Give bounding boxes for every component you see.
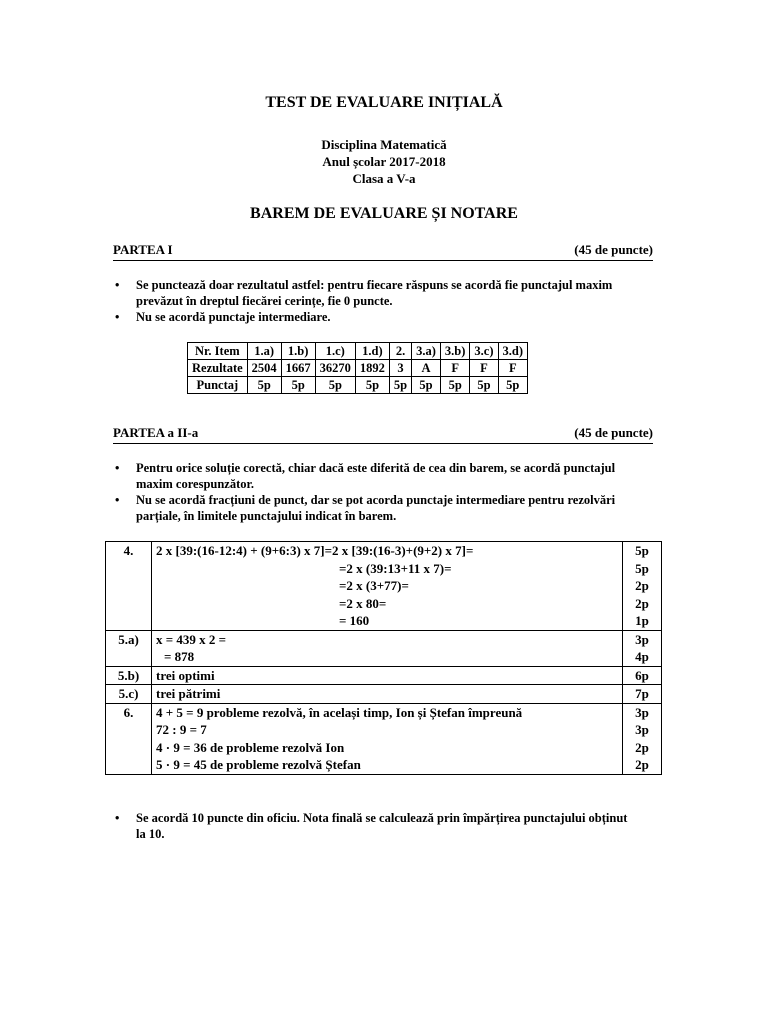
part2-title: PARTEA a II-a	[113, 425, 199, 440]
solution-line: 72 : 9 = 7	[156, 722, 207, 737]
table-cell: 3	[389, 360, 411, 377]
table-cell: Nr. Item	[188, 343, 248, 360]
table-cell: 5p	[355, 377, 389, 394]
part2-bullet-1: • Pentru orice soluție corectă, chiar dacă este diferită de cea din barem, se acordă punctajul maxim corespunzător.	[113, 460, 633, 492]
points-value: 2p	[635, 739, 649, 755]
solution-line: = 878	[164, 649, 195, 664]
question-number: 4.	[106, 542, 152, 631]
points-cell	[623, 703, 662, 774]
points-value: 3p	[635, 722, 649, 737]
solution-line: =2 x (39:13+11 x 7)=	[339, 560, 452, 576]
points-value: 5p	[635, 543, 649, 558]
part2-instructions	[113, 460, 633, 524]
part1-bullet-2: • Nu se acordă punctaje intermediare.	[113, 309, 633, 325]
question-number: 6.	[106, 703, 152, 774]
solution-cell	[152, 542, 623, 631]
table-row-points	[188, 377, 528, 394]
solution-cell	[152, 630, 623, 666]
table-cell: Rezultate	[188, 360, 248, 377]
solution-line: = 160	[339, 613, 370, 628]
solution-line: trei pătrimi	[152, 685, 623, 704]
points-value: 4p	[635, 649, 649, 664]
table-cell: 3.b)	[440, 343, 470, 360]
table-cell: 2.	[389, 343, 411, 360]
table-row	[106, 685, 662, 704]
table-cell: F	[470, 360, 498, 377]
part2-solutions-table	[105, 541, 662, 775]
table-cell: 36270	[315, 360, 355, 377]
points-cell	[623, 542, 662, 631]
barem-title: BAREM DE EVALUARE ȘI NOTARE	[250, 205, 518, 222]
points-value: 2p	[635, 595, 649, 611]
table-row	[106, 703, 662, 774]
points-value: 3p	[635, 704, 649, 720]
table-cell: 1667	[281, 360, 315, 377]
points-value: 1p	[635, 613, 649, 628]
table-cell: 5p	[440, 377, 470, 394]
points-value: 2p	[635, 757, 649, 772]
part2-points: (45 de puncte)	[574, 425, 653, 440]
document-title: TEST DE EVALUARE INIȚIALĂ	[265, 94, 503, 111]
solution-line: =2 x 80=	[339, 595, 387, 611]
solution-line: 5 · 9 = 45 de probleme rezolvă Ștefan	[156, 757, 361, 772]
points-value: 5p	[635, 560, 649, 576]
final-note-list	[113, 810, 633, 842]
table-cell: F	[440, 360, 470, 377]
discipline: Disciplina Matematică	[321, 137, 447, 152]
table-cell: 3.a)	[412, 343, 441, 360]
question-number: 5.a)	[106, 630, 152, 666]
part1-title: PARTEA I	[113, 242, 173, 257]
solution-line: 4 + 5 = 9 probleme rezolvă, în același timp, Ion și Ștefan împreună	[156, 704, 523, 720]
part1-bullet-1: • Se punctează doar rezultatul astfel: pentru fiecare răspuns se acordă fie punctajul maxim prevăzut în dreptul fiecărei cerințe, fie 0 puncte.	[113, 277, 633, 309]
table-row	[106, 666, 662, 685]
table-cell: 5p	[281, 377, 315, 394]
points-value: 6p	[623, 666, 662, 685]
points-value: 7p	[623, 685, 662, 704]
part1-results-table	[187, 342, 528, 394]
solution-cell	[152, 703, 623, 774]
solution-line: =2 x (3+77)=	[339, 578, 409, 593]
points-value: 3p	[635, 631, 649, 647]
part2-bullet-2: • Nu se acordă fracțiuni de punct, dar se pot acorda punctaje intermediare pentru rezolvări parțiale, în limitele punctajului indicat în barem.	[113, 492, 633, 524]
table-cell: 1892	[355, 360, 389, 377]
table-cell: 2504	[247, 360, 281, 377]
table-cell: 3.d)	[498, 343, 528, 360]
points-value: 2p	[635, 578, 649, 593]
table-cell: 5p	[470, 377, 498, 394]
table-cell: 1.c)	[315, 343, 355, 360]
grade: Clasa a V-a	[352, 171, 416, 186]
question-number: 5.b)	[106, 666, 152, 685]
school-year: Anul școlar 2017-2018	[322, 154, 446, 169]
table-cell: 5p	[315, 377, 355, 394]
part2-heading	[113, 423, 653, 444]
points-cell	[623, 630, 662, 666]
table-row-items	[188, 343, 528, 360]
table-cell: 1.a)	[247, 343, 281, 360]
table-cell: F	[498, 360, 528, 377]
table-cell: A	[412, 360, 441, 377]
table-cell: 1.b)	[281, 343, 315, 360]
solution-line: x = 439 x 2 =	[156, 631, 227, 647]
table-cell: 5p	[389, 377, 411, 394]
table-cell: 5p	[412, 377, 441, 394]
solution-line: trei optimi	[152, 666, 623, 685]
table-cell: Punctaj	[188, 377, 248, 394]
table-cell: 3.c)	[470, 343, 498, 360]
part1-heading	[113, 240, 653, 261]
part1-points: (45 de puncte)	[574, 242, 653, 257]
part1-instructions	[113, 277, 633, 325]
solution-line: 4 · 9 = 36 de probleme rezolvă Ion	[156, 739, 345, 755]
table-row-results	[188, 360, 528, 377]
solution-line: 2 x [39:(16-12:4) + (9+6:3) x 7]=2 x [39:(16-3)+(9+2) x 7]=	[156, 543, 474, 558]
table-cell: 1.d)	[355, 343, 389, 360]
table-row	[106, 630, 662, 666]
table-row	[106, 542, 662, 631]
table-cell: 5p	[498, 377, 528, 394]
table-cell: 5p	[247, 377, 281, 394]
question-number: 5.c)	[106, 685, 152, 704]
final-note: • Se acordă 10 puncte din oficiu. Nota finală se calculează prin împărțirea punctajului obținut la 10.	[113, 810, 633, 842]
